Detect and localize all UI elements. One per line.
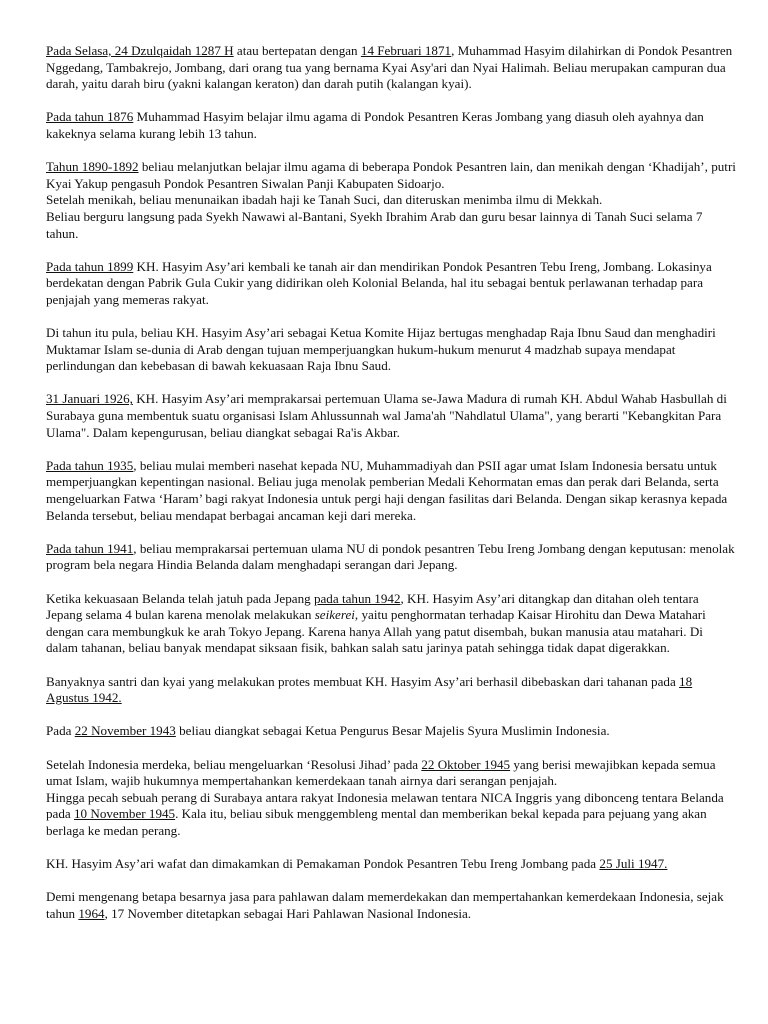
underlined-date: 14 Februari 1871 <box>360 43 452 58</box>
text-run: KH. Hasyim Asy’ari wafat dan dimakamkan di Pemakaman Pondok Pesantren Tebu Ireng Jombang pada <box>46 856 600 872</box>
text-run: Di tahun itu pula, beliau KH. Hasyim Asy’ari sebagai Ketua Komite Hijaz bertugas menghadap Raja Ibnu Saud dan menghadiri Muktamar Islam se-dunia di Arab dengan tujuan memperjuangkan hukum-hukum menurut 4 madzhab supaya mendapat perlindungan dan kebebasan di bawah kekuasaan Raja Ibnu Saud. <box>46 325 716 374</box>
text-run: Beliau berguru langsung pada Syekh Nawawi al-Bantani, Syekh Ibrahim Arab dan guru besar lainnya di Tanah Suci selama 7 tahun. <box>46 208 703 241</box>
paragraph-5 <box>46 325 736 375</box>
text-run: beliau diangkat sebagai Ketua Pengurus Besar Majelis Syura Muslimin Indonesia. <box>175 723 610 739</box>
underlined-date: 22 November 1943 <box>74 723 176 739</box>
paragraph-8 <box>46 541 736 574</box>
text-run: , Muhammad Hasyim dilahirkan di Pondok Pesantren Nggedang, Tambakrejo, Jombang, dari orang tua yang bernama Kyai Asy'ari dan Nyai Halimah. Beliau merupakan campuran dua darah, yaitu darah biru (yakni kalangan keraton) dan darah putih (kalangan kyai). <box>46 43 733 92</box>
underlined-date: 31 Januari 1926, <box>46 391 133 407</box>
text-run: KH. Hasyim Asy’ari kembali ke tanah air dan mendirikan Pondok Pesantren Tebu Ireng, Jombang. Lokasinya berdekatan dengan Pabrik Gula Cukir yang didirikan oleh Kolonial Belanda, hal itu sebagai bentuk perlawanan terhadap para penjajah yang memeras rakyat. <box>46 258 712 307</box>
paragraph-2 <box>46 109 736 142</box>
text-run: KH. Hasyim Asy’ari memprakarsai pertemuan Ulama se-Jawa Madura di rumah KH. Abdul Wahab Hasbullah di Surabaya guna membentuk suatu organisasi Islam Ahlussunnah wal Jama'ah "Nahdlatul Ulama", yang berarti "Kebangkitan Para Ulama". Dalam kepengurusan, beliau diangkat sebagai Ra'is Akbar. <box>46 391 727 440</box>
text-run: . Kala itu, beliau sibuk menggembleng mental dan memberikan bekal kepada para pejuang yang akan berlaga ke medan perang. <box>46 806 707 838</box>
underlined-date: 18 Agustus 1942. <box>46 673 693 706</box>
paragraph-14 <box>46 889 736 922</box>
text-run: atau bertepatan dengan <box>233 43 361 58</box>
text-run: Muhammad Hasyim belajar ilmu agama di Pondok Pesantren Keras Jombang yang diasuh oleh ayahnya dan kakeknya selama kurang lebih 13 tahun. <box>46 109 704 141</box>
paragraph-13 <box>46 856 736 873</box>
paragraph-4 <box>46 259 736 309</box>
paragraph-1 <box>46 43 736 93</box>
underlined-date: Pada tahun 1899 <box>46 258 134 274</box>
paragraph-10 <box>46 674 736 707</box>
underlined-date: Pada tahun 1935 <box>46 457 134 473</box>
underlined-date: 1964 <box>78 905 105 921</box>
underlined-date: 25 Juli 1947. <box>599 856 668 872</box>
text-run: , KH. Hasyim Asy’ari ditangkap dan ditahan oleh tentara Jepang selama 4 bulan karena menolak melakukan <box>46 590 699 623</box>
text-run: Pada <box>46 723 75 739</box>
text-run: Ketika kekuasaan Belanda telah jatuh pada Jepang <box>46 590 314 606</box>
paragraph-3 <box>46 159 736 242</box>
text-run: beliau melanjutkan belajar ilmu agama di beberapa Pondok Pesantren lain, dan menikah dengan ‘Khadijah’, putri Kyai Yakup pengasuh Pondok Pesantren Siwalan Panji Kabupaten Sidoarjo. <box>46 159 736 191</box>
text-run: yaitu penghormatan terhadap Kaisar Hirohitu dan Dewa Matahari dengan cara membungkuk ke arah Tokyo Jepang. Karena hanya Allah yang patut disembah, bukan manusia atau matahari. Di dalam tahanan, beliau banyak mendapat siksaan fisik, bahkan salah satu jarinya patah sehingga tidak dapat digerakkan. <box>46 607 706 656</box>
paragraph-7 <box>46 458 736 524</box>
text-run: , beliau mulai memberi nasehat kepada NU, Muhammadiyah dan PSII agar umat Islam Indonesia bersatu untuk memperjuangkan kepentingan nasional. Beliau juga menolak pemberian Medali Kehormatan emas dan perak dari Belanda, serta mengeluarkan Fatwa ‘Haram’ bagi rakyat Indonesia untuk pergi haji dengan fasilitas dari Belanda. Dengan sikap kerasnya kepada Belanda tersebut, beliau mendapat berbagai ancaman keji dari mereka. <box>46 457 728 523</box>
text-run: Banyaknya santri dan kyai yang melakukan protes membuat KH. Hasyim Asy’ari berhasil dibebaskan dari tahanan pada <box>46 673 680 689</box>
paragraph-12 <box>46 757 736 840</box>
paragraph-6 <box>46 391 736 441</box>
underlined-date: pada tahun 1942 <box>313 590 401 606</box>
underlined-date: Pada tahun 1876 <box>46 109 134 125</box>
italic-term: seikerei, <box>314 607 359 623</box>
paragraph-11 <box>46 723 736 740</box>
text-run: Setelah Indonesia merdeka, beliau mengeluarkan ‘Resolusi Jihad’ pada <box>46 756 422 772</box>
underlined-date: 22 Oktober 1945 <box>421 756 511 772</box>
underlined-date: 10 November 1945 <box>74 806 176 822</box>
text-run: , beliau memprakarsai pertemuan ulama NU di pondok pesantren Tebu Ireng Jombang dengan keputusan: menolak program bela negara Hindia Belanda dalam menghadapi serangan dari Jepang. <box>46 540 735 573</box>
underlined-date: Pada Selasa, 24 Dzulqaidah 1287 H <box>46 43 234 58</box>
text-run: Setelah menikah, beliau menunaikan ibadah haji ke Tanah Suci, dan diteruskan menimba ilmu di Mekkah. <box>46 192 603 208</box>
text-run: Hingga pecah sebuah perang di Surabaya antara rakyat Indonesia melawan tentara NICA Inggris yang dibonceng tentara Belanda pada <box>46 789 724 822</box>
underlined-date: Tahun 1890-1892 <box>46 159 139 175</box>
text-run: Demi mengenang betapa besarnya jasa para pahlawan dalam memerdekakan dan mempertahankan kemerdekaan Indonesia, sejak tahun <box>46 889 724 921</box>
document-body <box>46 43 736 939</box>
text-run: yang berisi mewajibkan kepada semua umat Islam, wajib hukumnya mempertahankan kemerdekaan tanah airnya dari serangan penjajah. <box>46 756 716 789</box>
text-run: , 17 November ditetapkan sebagai Hari Pahlawan Nasional Indonesia. <box>104 905 472 921</box>
underlined-date: Pada tahun 1941 <box>46 540 134 556</box>
paragraph-9 <box>46 591 736 657</box>
